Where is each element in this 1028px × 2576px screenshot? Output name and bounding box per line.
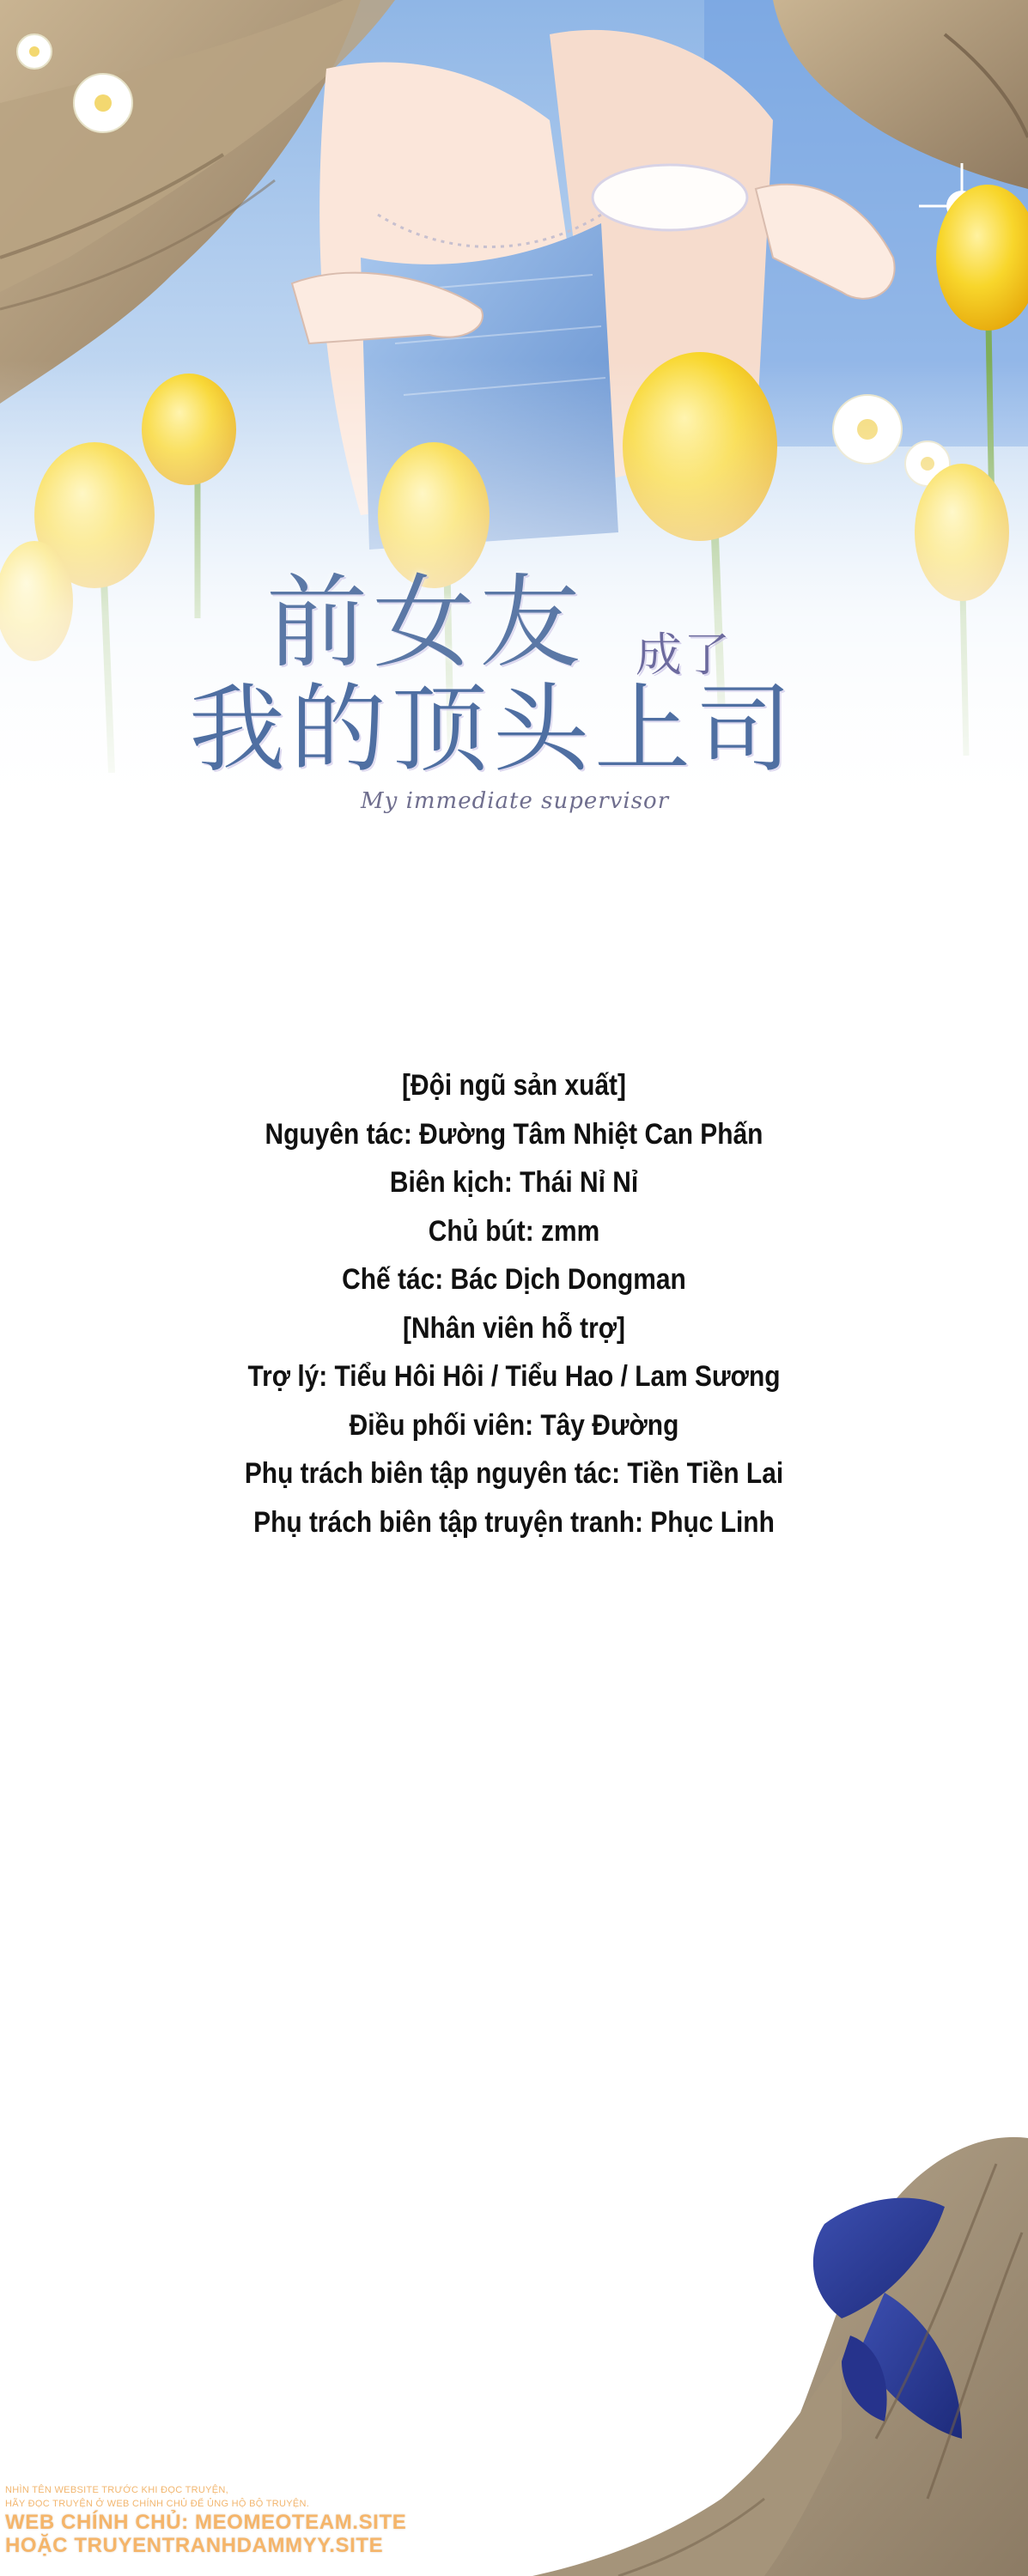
credit-original-editor: Phụ trách biên tập nguyên tác: Tiền Tiền Lai — [244, 1457, 784, 1490]
credits-heading-production: [Đội ngũ sản xuất] — [402, 1069, 626, 1102]
bottom-character-illustration — [481, 2129, 1028, 2576]
watermark-note-1: NHÌN TÊN WEBSITE TRƯỚC KHI ĐỌC TRUYỆN, — [5, 2485, 229, 2495]
credit-assistants: Trợ lý: Tiểu Hôi Hôi / Tiểu Hao / Lam Sương — [247, 1360, 781, 1393]
title-subtitle: My immediate supervisor — [361, 788, 670, 814]
credits-block — [0, 1061, 1028, 1546]
watermark-main-site: WEB CHÍNH CHỦ: MEOMEOTEAM.SITE — [5, 2511, 407, 2534]
credit-lead-artist: Chủ bút: zmm — [428, 1214, 600, 1248]
credit-coordinator: Điều phối viên: Tây Đường — [349, 1408, 679, 1442]
credit-production-studio: Chế tác: Bác Dịch Dongman — [342, 1263, 686, 1296]
credit-screenwriter: Biên kịch: Thái Nỉ Nỉ — [389, 1166, 639, 1199]
title-suffix: 成了 — [636, 628, 732, 682]
comic-title-logo — [172, 524, 859, 824]
credits-heading-support: [Nhân viên hỗ trợ] — [403, 1311, 625, 1345]
cover-illustration — [0, 0, 1028, 824]
credit-comic-editor: Phụ trách biên tập truyện tranh: Phục Linh — [253, 1505, 775, 1539]
site-watermark — [5, 2483, 486, 2557]
title-line-1: 前女友 — [266, 563, 587, 682]
credit-original-author: Nguyên tác: Đường Tâm Nhiệt Can Phấn — [265, 1117, 763, 1151]
watermark-alt-site: HOẶC TRUYENTRANHDAMMYY.SITE — [5, 2534, 384, 2557]
title-line-2: 我的顶头上司 — [189, 674, 797, 786]
watermark-note-2: HÃY ĐỌC TRUYỆN Ở WEB CHÍNH CHỦ ĐỂ ỦNG HỘ BỘ TRUYỆN. — [5, 2499, 310, 2509]
bottom-artwork — [481, 2129, 1028, 2576]
